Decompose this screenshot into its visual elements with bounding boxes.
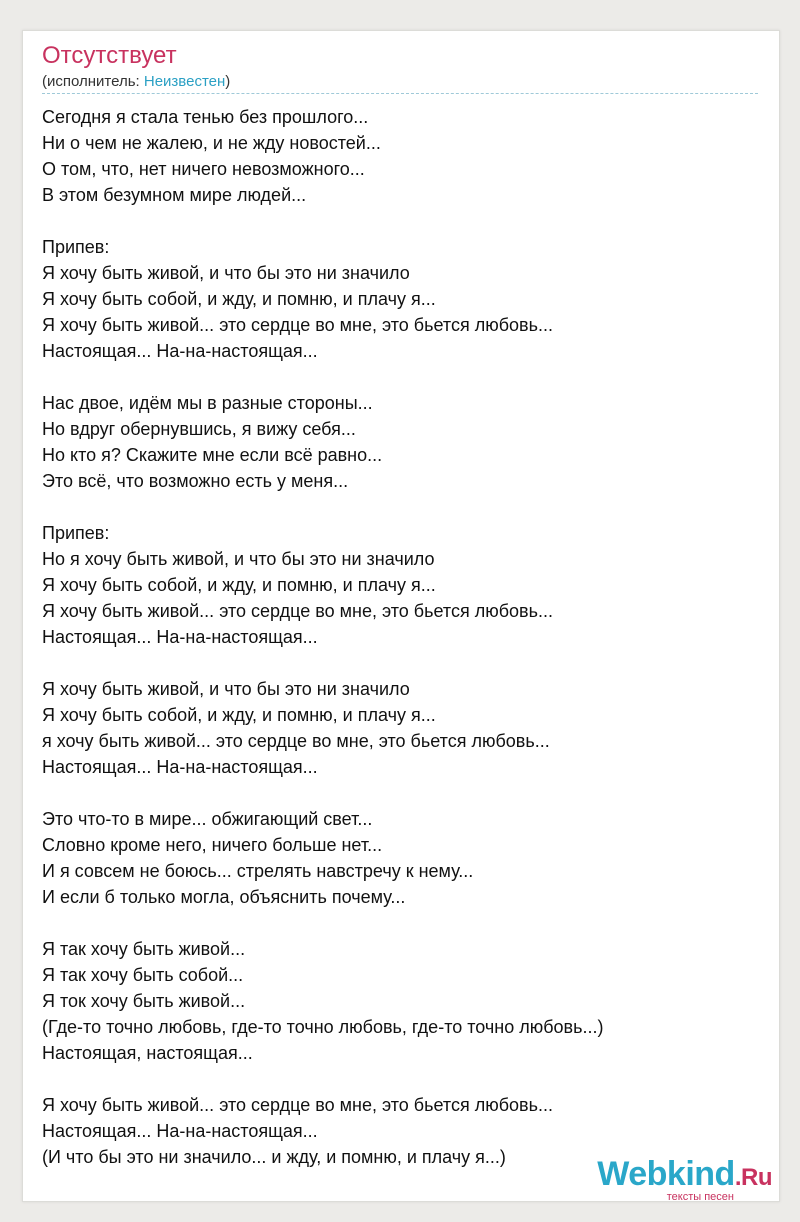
logo-tagline: тексты песен	[666, 1191, 734, 1203]
lyric-line: Я хочу быть живой, и что бы это ни значило	[42, 679, 410, 699]
lyric-line: Я так хочу быть собой...	[42, 965, 244, 985]
artist-link[interactable]: Неизвестен	[143, 73, 226, 90]
lyric-line: И я совсем не боюсь... стрелять навстречу к нему...	[42, 861, 474, 881]
lyric-line: Настоящая... На-на-настоящая...	[42, 627, 318, 647]
stanza-gap	[42, 208, 758, 234]
lyric-line: (Где-то точно любовь, где-то точно любовь, где-то точно любовь...)	[42, 1017, 604, 1037]
artist-suffix: )	[225, 73, 231, 90]
artist-line	[42, 73, 230, 91]
lyric-line: Но вдруг обернувшись, я вижу себя...	[42, 419, 356, 439]
lyric-line: О том, что, нет ничего невозможного...	[42, 159, 365, 179]
lyric-line: Я так хочу быть живой...	[42, 939, 246, 959]
logo-suffix: .Ru	[734, 1164, 772, 1191]
stanza-gap	[42, 650, 758, 676]
artist-prefix: (исполнитель:	[42, 73, 144, 90]
lyric-line: Словно кроме него, ничего больше нет...	[42, 835, 383, 855]
lyric-line: Я хочу быть собой, и жду, и помню, и плачу я...	[42, 575, 436, 595]
stanza-gap	[42, 1066, 758, 1092]
song-title: Отсутствует	[42, 42, 177, 69]
header-divider	[42, 93, 758, 94]
site-logo[interactable]	[597, 1157, 772, 1203]
stanza-gap	[42, 780, 758, 806]
lyric-line: Настоящая... На-на-настоящая...	[42, 757, 318, 777]
lyric-line: Я хочу быть собой, и жду, и помню, и плачу я...	[42, 289, 436, 309]
lyric-line: Сегодня я стала тенью без прошлого...	[42, 107, 369, 127]
lyric-line: Но я хочу быть живой, и что бы это ни значило	[42, 549, 435, 569]
lyric-line: Это всё, что возможно есть у меня...	[42, 471, 349, 491]
stanza-gap	[42, 364, 758, 390]
logo-main-text: Webkind	[597, 1155, 735, 1193]
lyric-line: Я ток хочу быть живой...	[42, 991, 246, 1011]
lyric-line: Припев:	[42, 523, 110, 543]
lyric-line: Настоящая, настоящая...	[42, 1043, 253, 1063]
logo-wordmark	[597, 1157, 772, 1195]
lyric-line: Ни о чем не жалею, и не жду новостей...	[42, 133, 381, 153]
lyric-line: я хочу быть живой... это сердце во мне, это бьется любовь...	[42, 731, 550, 751]
lyric-line: Я хочу быть живой, и что бы это ни значило	[42, 263, 410, 283]
lyric-line: Я хочу быть собой, и жду, и помню, и плачу я...	[42, 705, 436, 725]
lyric-line: Я хочу быть живой... это сердце во мне, это бьется любовь...	[42, 315, 553, 335]
stanza-gap	[42, 910, 758, 936]
lyric-line: И если б только могла, объяснить почему...	[42, 887, 406, 907]
lyrics-body	[42, 104, 758, 1170]
lyric-line: В этом безумном мире людей...	[42, 185, 307, 205]
lyric-line: Припев:	[42, 237, 110, 257]
lyric-line: Настоящая... На-на-настоящая...	[42, 341, 318, 361]
lyric-line: Настоящая... На-на-настоящая...	[42, 1121, 318, 1141]
lyric-line: Но кто я? Скажите мне если всё равно...	[42, 445, 383, 465]
lyric-line: Я хочу быть живой... это сердце во мне, это бьется любовь...	[42, 601, 553, 621]
lyric-line: Нас двое, идём мы в разные стороны...	[42, 393, 373, 413]
lyric-line: (И что бы это ни значило... и жду, и помню, и плачу я...)	[42, 1147, 506, 1167]
lyric-line: Я хочу быть живой... это сердце во мне, это бьется любовь...	[42, 1095, 553, 1115]
stanza-gap	[42, 494, 758, 520]
lyric-line: Это что-то в мире... обжигающий свет...	[42, 809, 373, 829]
